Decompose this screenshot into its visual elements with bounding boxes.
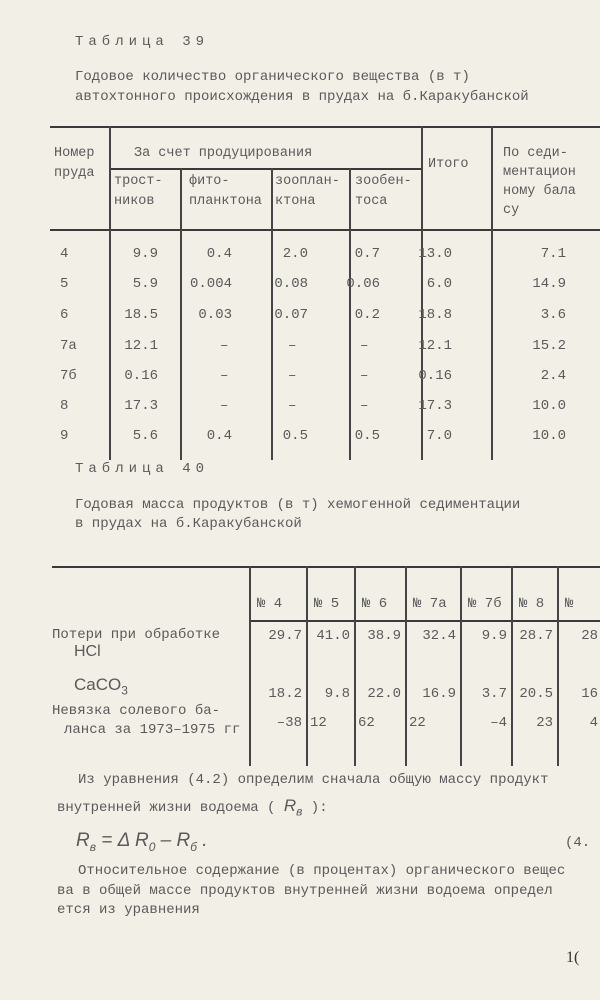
paragraph-2: ва в общей массе продуктов внутренней жизни водоема определ [57, 883, 553, 899]
table-cell: 0.08 [274, 276, 308, 292]
table-cell: 0.7 [354, 246, 380, 262]
pond-number-cell: 7б [60, 368, 77, 384]
table-cell: 32.4 [422, 628, 456, 644]
row-label-caco3: CaCO$_3$ [74, 675, 128, 698]
table-cell: 16.9 [422, 686, 456, 702]
table-cell: 0.2 [354, 307, 380, 323]
table-cell: 13.0 [418, 246, 452, 262]
table-39-caption: автохтонного происхождения в прудах на б.Каракубанской [75, 89, 529, 105]
table-cell: 18.8 [418, 307, 452, 323]
header-phytoplankton: фито- планктона [189, 174, 262, 209]
table-cell: 41.0 [316, 628, 350, 644]
table-cell: –38 [276, 715, 302, 731]
table-40-caption: Годовая масса продуктов (в т) хемогенной седиментации [75, 497, 521, 513]
table-cell: 22 [409, 715, 426, 731]
row-label-salt-balance: ланса за 1973–1975 гг [64, 722, 241, 738]
pond-number-cell: 4 [60, 246, 69, 262]
table-cell: 28 [581, 628, 598, 644]
table-cell: – [220, 368, 229, 384]
table-cell: 12.1 [124, 338, 158, 354]
table-cell: 17.3 [124, 398, 158, 414]
table-cell: 18.2 [268, 686, 302, 702]
table-cell: 5.6 [132, 428, 158, 444]
pond-number-cell: 9 [60, 428, 69, 444]
table-cell: 0.004 [189, 276, 232, 292]
table-cell: 0.5 [282, 428, 308, 444]
pond-number-cell: 8 [60, 398, 69, 414]
table-cell: 0.4 [206, 428, 232, 444]
table-cell: – [288, 398, 297, 414]
page-number: 1( [566, 949, 580, 966]
table-40-caption: в прудах на б.Каракубанской [75, 516, 302, 532]
pond-number-cell: 5 [60, 276, 69, 292]
table-cell: – [288, 338, 297, 354]
header-pond-number: Номер пруда [54, 146, 95, 181]
paragraph-1: Из уравнения (4.2) определим сначала общую массу продукт [78, 772, 549, 788]
column-header: № 5 [314, 596, 340, 612]
table-cell: – [360, 368, 369, 384]
table-cell: 18.5 [124, 307, 158, 323]
table-cell: – [360, 338, 369, 354]
table-cell: 10.0 [532, 428, 566, 444]
table-cell: – [220, 398, 229, 414]
table-cell: 7.1 [540, 246, 566, 262]
table-39-title: Таблица 39 [75, 34, 210, 50]
table-cell: 0.4 [206, 246, 232, 262]
table-cell: 7.0 [426, 428, 452, 444]
pond-number-cell: 7а [60, 338, 77, 354]
row-label-hcl: HCl [74, 643, 101, 660]
row-label-hcl-loss: Потери при обработке [52, 627, 221, 643]
table-cell: 14.9 [532, 276, 566, 292]
table-cell: 12 [310, 715, 327, 731]
table-cell: 15.2 [532, 338, 566, 354]
header-zooplankton: зооплан- ктона [275, 174, 340, 209]
table-cell: 0.07 [274, 307, 308, 323]
pond-number-cell: 6 [60, 307, 69, 323]
header-sediment-balance: По седи- ментацион ному бала су [503, 146, 576, 218]
table-cell: 29.7 [268, 628, 302, 644]
header-production-group: За счет продуцирования [134, 146, 313, 161]
column-header: № 4 [257, 596, 283, 612]
table-cell: 62 [358, 715, 375, 731]
table-39-caption: Годовое количество органического вещества (в т) [75, 69, 470, 85]
table-cell: 20.5 [519, 686, 553, 702]
table-cell: – [360, 398, 369, 414]
table-cell: 12.1 [418, 338, 452, 354]
table-cell: 0.16 [124, 368, 158, 384]
table-cell: 9.8 [324, 686, 350, 702]
paragraph-2: ется из уравнения [57, 902, 200, 918]
table-cell: 2.4 [540, 368, 566, 384]
header-reeds: трост- ников [114, 174, 163, 209]
table-cell: 4 [589, 715, 598, 731]
header-total: Итого [428, 157, 469, 172]
table-cell: 23 [536, 715, 553, 731]
table-cell: 10.0 [532, 398, 566, 414]
table-cell: 9.9 [132, 246, 158, 262]
paragraph-1-line2: внутренней жизни водоема ( $R_в$ ): [57, 796, 328, 819]
equation-number: (4. [565, 835, 591, 851]
table-cell: 0.06 [346, 276, 380, 292]
table-cell: 3.7 [481, 686, 507, 702]
column-header: № [565, 596, 574, 612]
table-cell: 38.9 [367, 628, 401, 644]
column-header: № 8 [519, 596, 545, 612]
equation-4-2: $R_в = \Delta$ $R_0 - R_б$ . [76, 830, 208, 854]
table-cell: 3.6 [540, 307, 566, 323]
table-cell: 22.0 [367, 686, 401, 702]
table-cell: 2.0 [282, 246, 308, 262]
column-header: № 7б [468, 596, 502, 612]
column-header: № 6 [362, 596, 388, 612]
table-cell: 16 [581, 686, 598, 702]
table-40-title: Таблица 40 [75, 461, 210, 477]
table-cell: 17.3 [418, 398, 452, 414]
table-cell: 5.9 [132, 276, 158, 292]
table-cell: 28.7 [519, 628, 553, 644]
table-cell: –4 [490, 715, 507, 731]
table-cell: 0.5 [354, 428, 380, 444]
table-cell: 6.0 [426, 276, 452, 292]
table-cell: – [220, 338, 229, 354]
paragraph-2: Относительное содержание (в процентах) органического вещес [78, 863, 566, 879]
table-cell: 0.03 [198, 307, 232, 323]
column-header: № 7а [413, 596, 447, 612]
table-cell: 0.16 [418, 368, 452, 384]
header-zoobenthos: зообен- тоса [355, 174, 412, 209]
row-label-salt-balance: Невязка солевого ба- [52, 703, 221, 719]
table-cell: 9.9 [481, 628, 507, 644]
table-cell: – [288, 368, 297, 384]
